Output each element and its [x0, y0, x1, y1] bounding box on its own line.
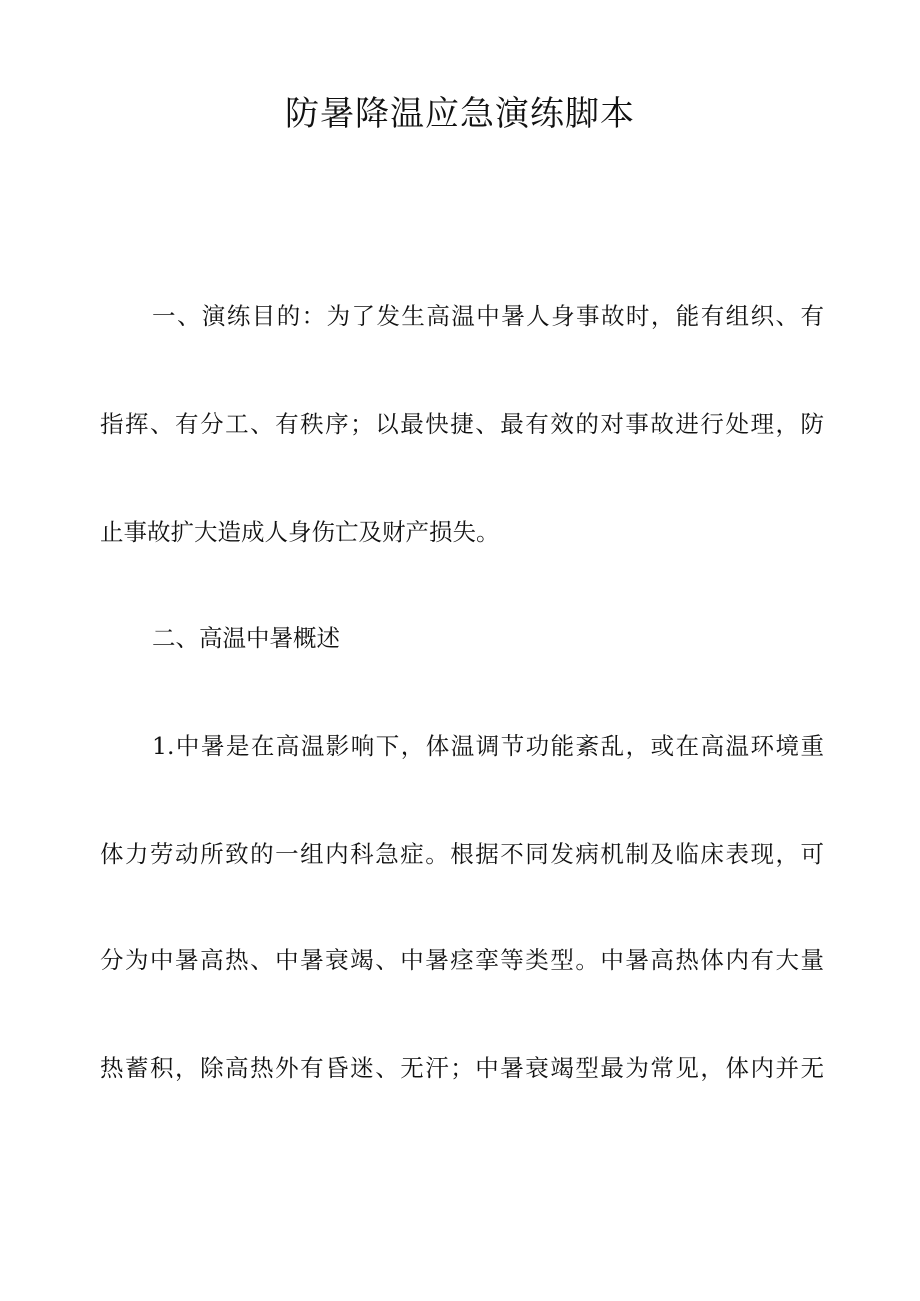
paragraph-line-6: 体力劳动所致的一组内科急症。根据不同发病机制及临床表现，可: [100, 840, 824, 868]
paragraph-line-5: 1.中暑是在高温影响下，体温调节功能紊乱，或在高温环境重: [152, 732, 824, 760]
section-heading-overview: 二、高温中暑概述: [152, 624, 340, 652]
paragraph-line-8: 热蓄积，除高热外有昏迷、无汗；中暑衰竭型最为常见，体内并无: [100, 1054, 824, 1082]
paragraph-line-2: 指挥、有分工、有秩序；以最快捷、最有效的对事故进行处理，防: [100, 410, 824, 438]
paragraph-line-7: 分为中暑高热、中暑衰竭、中暑痉挛等类型。中暑高热体内有大量: [100, 946, 824, 974]
document-title: 防暑降温应急演练脚本: [285, 94, 635, 134]
paragraph-line-1: 一、演练目的：为了发生高温中暑人身事故时，能有组织、有: [152, 302, 824, 330]
paragraph-line-3: 止事故扩大造成人身伤亡及财产损失。: [100, 518, 500, 546]
